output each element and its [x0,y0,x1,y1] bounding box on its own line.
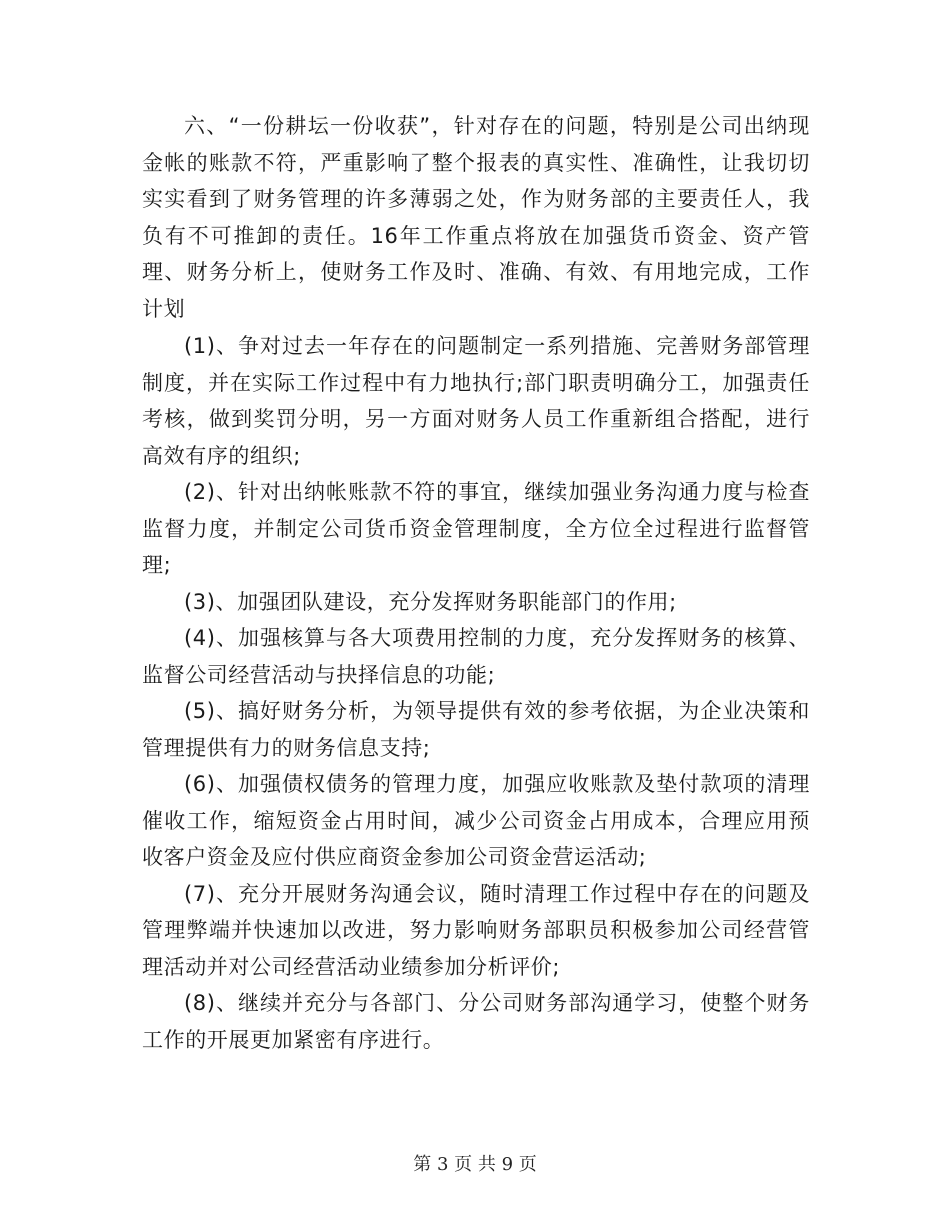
paragraph-item-3: (3)、加强团队建设，充分发挥财务职能部门的作用; [184,589,677,614]
paragraph-section-six: 六、“一份耕坛一份收获”，针对存在的问题，特别是公司出纳现金帐的账款不符，严重影响了整个报表的真实性、准确性，让我切切实实看到了财务管理的许多薄弱之处，作为财务部的主要责任人，我负有不可推卸的责任。16年工作重点将放在加强货币资金、资产管理、财务分析上，使财务工作及时、准确、有效、有用地完成，工作计划 [142,114,810,321]
paragraph-item-8: (8)、继续并充分与各部门、分公司财务部沟通学习，使整个财务工作的开展更加紧密有序进行。 [142,991,810,1052]
paragraph-item-5: (5)、搞好财务分析，为领导提供有效的参考依据，为企业决策和管理提供有力的财务信息支持; [142,699,810,760]
paragraph-item-7: (7)、充分开展财务沟通会议，随时清理工作过程中存在的问题及管理弊端并快速加以改进，努力影响财务部职员积极参加公司经营管理活动并对公司经营活动业绩参加分析评价; [142,881,810,979]
paragraph-item-6: (6)、加强债权债务的管理力度，加强应收账款及垫付款项的清理催收工作，缩短资金占用时间，减少公司资金占用成本，合理应用预收客户资金及应付供应商资金参加公司资金营运活动; [142,772,810,869]
paragraph-item-4: (4)、加强核算与各大项费用控制的力度，充分发挥财务的核算、监督公司经营活动与抉择信息的功能; [142,626,810,687]
document-body [142,108,810,1058]
paragraph-item-1: (1)、争对过去一年存在的问题制定一系列措施、完善财务部管理制度，并在实际工作过程中有力地执行;部门职责明确分工，加强责任考核，做到奖罚分明，另一方面对财务人员工作重新组合搭配，进行高效有序的组织; [142,334,810,468]
paragraph-item-2: (2)、针对出纳帐账款不符的事宜，继续加强业务沟通力度与检查监督力度，并制定公司货币资金管理制度，全方位全过程进行监督管理; [142,480,810,577]
page-number-footer: 第 3 页 共 9 页 [413,1154,537,1175]
